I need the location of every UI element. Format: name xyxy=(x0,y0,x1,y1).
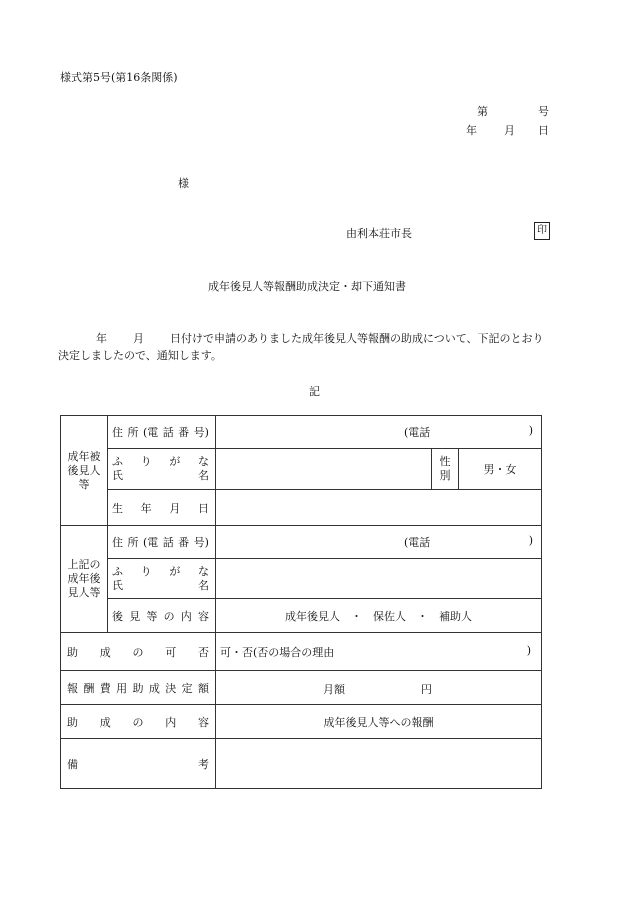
date-year: 年 xyxy=(466,124,477,137)
ward-name-row xyxy=(216,449,542,490)
decision-value: 可・否(否の場合の理由 xyxy=(220,645,335,659)
body-line2: 決定しましたので、通知します。 xyxy=(58,349,222,362)
document-date xyxy=(466,122,548,136)
guardian-phone-open: (電話 xyxy=(404,536,431,549)
ward-birth-field[interactable] xyxy=(216,490,542,526)
remarks-label: 備 考 xyxy=(61,739,216,789)
amount-yen: 円 xyxy=(421,682,432,696)
decision-close: ) xyxy=(526,643,531,657)
ward-group-label: 成年被 後見人 等 xyxy=(61,416,108,526)
ward-sex-field[interactable]: 男・女 xyxy=(458,449,541,489)
body-month: 月 xyxy=(133,332,144,345)
doc-number-prefix: 第 xyxy=(477,105,488,118)
amount-field[interactable] xyxy=(216,671,542,705)
guardian-role-label: 後 見 等 の 内 容 xyxy=(108,599,216,633)
decision-label: 助 成 の 可 否 xyxy=(61,633,216,671)
doc-number-suffix: 号 xyxy=(538,105,549,118)
guardian-role-options[interactable]: 成年後見人 ・ 保佐人 ・ 補助人 xyxy=(216,599,542,633)
ward-name-label: ふ り が な 氏 名 xyxy=(108,449,216,490)
content-label: 助 成 の 内 容 xyxy=(61,705,216,739)
document-number xyxy=(477,103,549,117)
guardian-address-field[interactable] xyxy=(216,526,542,559)
seal-mark: 印 xyxy=(534,222,550,240)
form-reference: 様式第5号(第16条関係) xyxy=(60,71,178,84)
guardian-group-label: 上記の 成年後 見人等 xyxy=(61,526,108,633)
guardian-name-field[interactable] xyxy=(216,559,542,599)
ward-phone-close: ) xyxy=(528,424,533,437)
issuer-name: 由利本荘市長 xyxy=(346,227,412,240)
ward-name-field[interactable] xyxy=(216,449,431,489)
application-table xyxy=(60,415,542,789)
addressee-suffix: 様 xyxy=(178,177,189,190)
content-value: 成年後見人等への報酬 xyxy=(216,705,542,739)
amount-monthly: 月額 xyxy=(323,682,345,696)
amount-label: 報 酬 費 用 助 成 決 定 額 xyxy=(61,671,216,705)
body-line1: 日付けで申請のありました成年後見人等報酬の助成について、下記のとおり xyxy=(170,332,544,345)
date-day: 日 xyxy=(538,124,549,137)
decision-field[interactable] xyxy=(216,633,542,671)
guardian-address-label: 住 所 (電 話 番 号) xyxy=(108,526,216,559)
document-title: 成年後見人等報酬助成決定・却下通知書 xyxy=(208,280,406,293)
body-paragraph xyxy=(60,330,572,364)
date-month: 月 xyxy=(504,124,515,137)
ward-sex-label: 性 別 xyxy=(431,449,458,489)
ward-address-field[interactable] xyxy=(216,416,542,449)
ki-heading: 記 xyxy=(309,385,320,398)
ward-address-label: 住 所 (電 話 番 号) xyxy=(108,416,216,449)
guardian-phone-close: ) xyxy=(528,534,533,547)
guardian-name-label: ふ り が な 氏 名 xyxy=(108,559,216,599)
body-year: 年 xyxy=(96,332,107,345)
ward-birth-label: 生 年 月 日 xyxy=(108,490,216,526)
ward-phone-open: (電話 xyxy=(404,426,431,439)
remarks-field[interactable] xyxy=(216,739,542,789)
